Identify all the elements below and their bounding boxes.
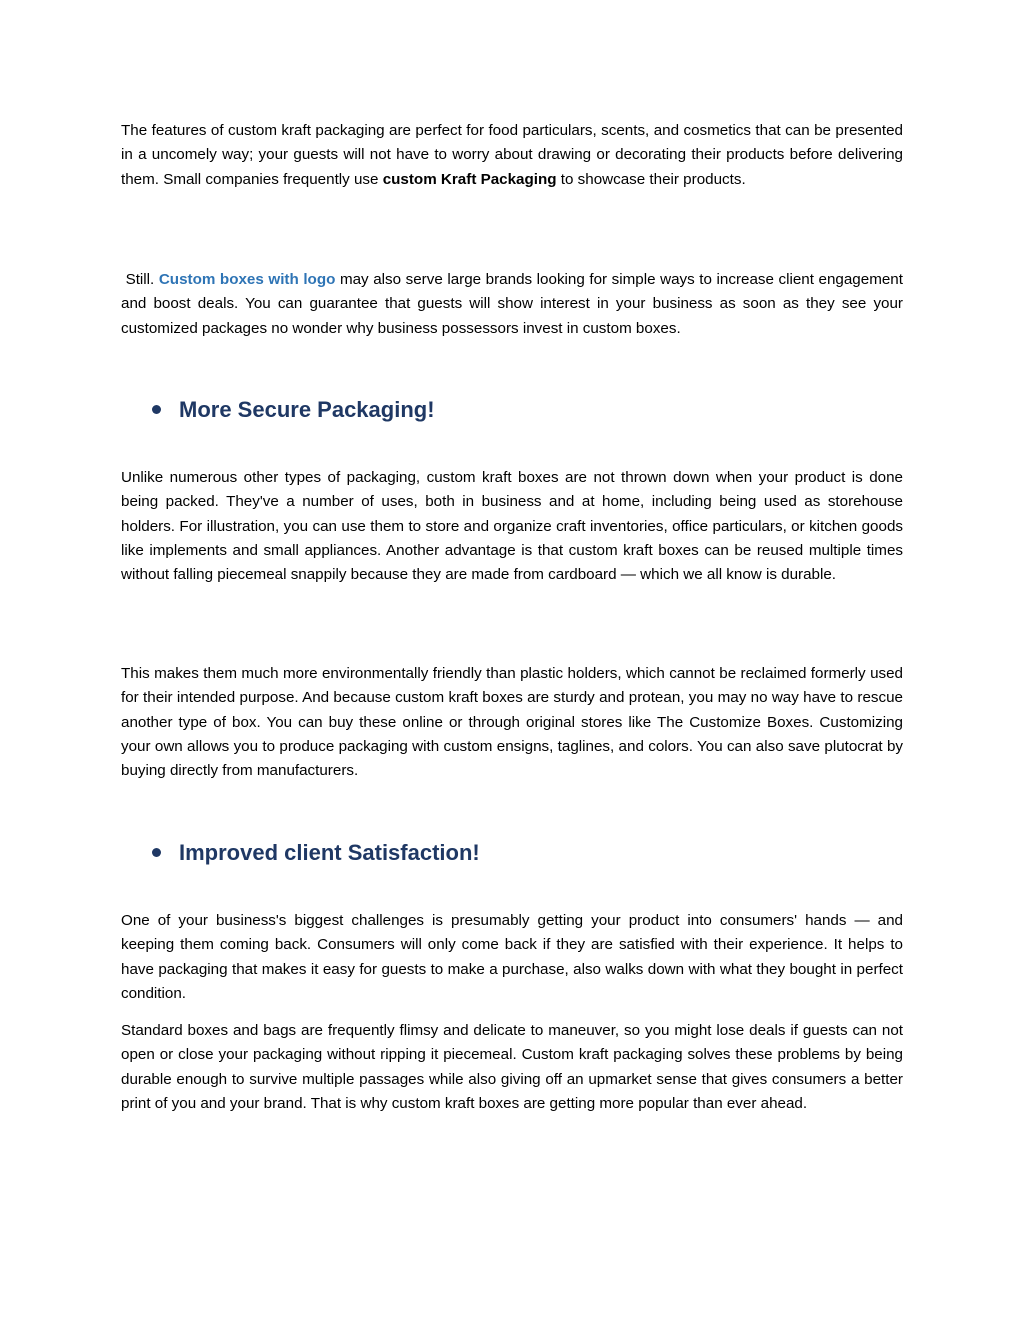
- paragraph-unlike-other-packaging: Unlike numerous other types of packaging, custom kraft boxes are not thrown down when your product is done being packed. They've a number of uses, both in business and at home, including being used as storehouse holders. For illustration, you can use them to store and organize craft inventories, office particulars, or kitchen goods like implements and small appliances. Another advantage is that custom kraft boxes can be reused multiple times without falling piecemeal snappily because they are made from cardboard — which we all know is durable.: [121, 469, 903, 584]
- paragraph-custom-boxes: [121, 268, 903, 341]
- paragraph-custom-boxes-text: may also serve large brands looking for simple ways to increase client engagement and boost deals. You can guarantee that guests will show interest in your business as soon as they see your customized packages no wonder why business possessors invest in custom boxes.: [121, 271, 903, 337]
- paragraph-business-challenges: One of your business's biggest challenges is presumably getting your product into consumers' hands — and keeping them coming back. Consumers will only come back if they are satisfied with their experience. It helps to have packaging that makes it easy for guests to make a purchase, also walks down with what they bought in perfect condition.: [121, 912, 903, 1002]
- heading-more-secure-packaging-text: More Secure Packaging!: [179, 397, 435, 422]
- heading-improved-client-satisfaction: [152, 839, 480, 867]
- heading-improved-client-satisfaction-text: Improved client Satisfaction!: [179, 840, 480, 865]
- custom-boxes-with-logo-link[interactable]: Custom boxes with logo: [158, 271, 336, 288]
- bold-phrase-custom-kraft-packaging: custom Kraft Packaging: [382, 170, 557, 188]
- paragraph-environmentally-friendly: This makes them much more environmentally friendly than plastic holders, which cannot be reclaimed formerly used for their intended purpose. And because custom kraft boxes are sturdy and protean, you may no way have to rescue another type of box. You can buy these online or through original stores like The Customize Boxes. Customizing your own allows you to produce packaging with custom ensigns, taglines, and colors. You can also save plutocrat by buying directly from manufacturers.: [121, 665, 903, 780]
- paragraph-intro: [121, 119, 903, 192]
- heading-more-secure-packaging: [152, 396, 435, 424]
- paragraph-standard-boxes: Standard boxes and bags are frequently flimsy and delicate to maneuver, so you might lose deals if guests can not open or close your packaging without ripping it piecemeal. Custom kraft packaging solves these problems by being durable enough to survive multiple passages while also giving off an upmarket sense that gives consumers a better print of you and your brand. That is why custom kraft boxes are getting more popular than ever ahead.: [121, 1022, 903, 1112]
- paragraph-intro-text-end: to showcase their products.: [556, 170, 746, 188]
- paragraph-custom-boxes-start: Still.: [121, 271, 159, 288]
- bullet-icon: [152, 405, 161, 414]
- paragraph-intro-text: The features of custom kraft packaging are perfect for food particulars, scents, and cosmetics that can be presented in a uncomely way; your guests will not have to worry about drawing or decorating their products before delivering them. Small companies frequently use: [121, 122, 903, 188]
- bullet-icon: [152, 848, 161, 857]
